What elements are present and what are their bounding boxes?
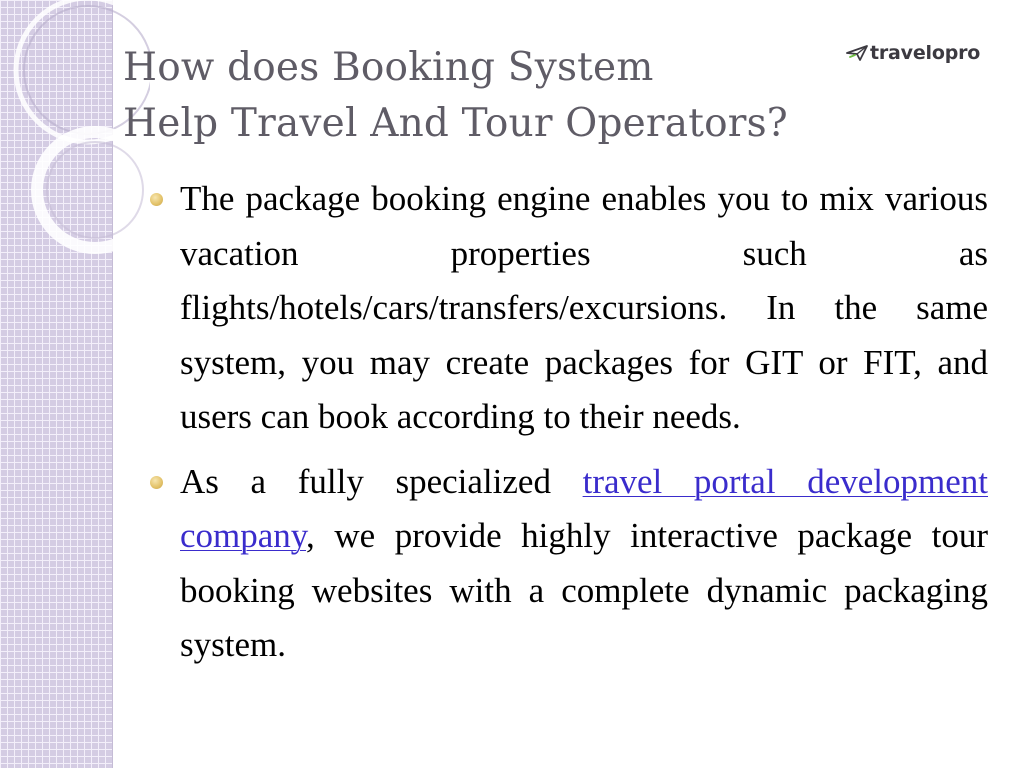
bullet-dot-icon (150, 476, 163, 489)
bullet-text-after-link: , we provide highly interactive package tour booking websites with a complete dynamic packaging system. (180, 516, 988, 664)
slide-title-line-2: Help Travel And Tour Operators? (123, 101, 788, 146)
bullet-dot-icon (150, 193, 163, 206)
bullet-item (150, 172, 988, 445)
slide-title (123, 40, 788, 152)
travelopro-logo (846, 38, 1011, 68)
travel-portal-development-company-link[interactable]: travel portal development company (180, 461, 988, 555)
bullet-text: The package booking engine enables you to mix various vacation properties such as flights/hotels/cars/transfers/excursions. In the same system, you may create packages for GIT or FIT, and users can book according to their needs. (180, 179, 988, 436)
bullet-text-before-link: As a fully specialized (180, 461, 583, 501)
slide-title-line-1: How does Booking System (123, 45, 654, 90)
decorative-side-band (0, 0, 113, 768)
paper-plane-icon (846, 45, 868, 61)
bullet-list (150, 172, 988, 683)
logo-wordmark: travelopro (870, 42, 981, 64)
bullet-item (150, 455, 988, 673)
